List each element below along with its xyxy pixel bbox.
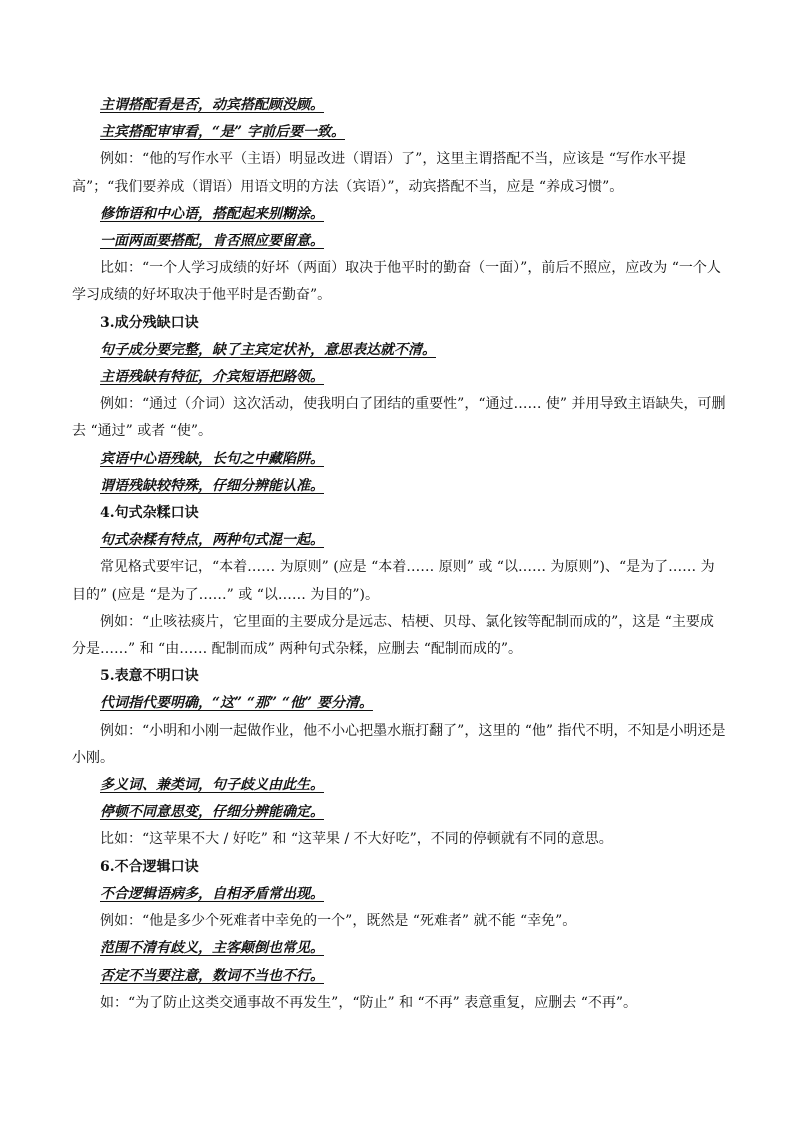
rhyme-rule: 范围不清有歧义，主客颠倒也常见。 xyxy=(100,940,324,957)
rhyme-rule: 主谓搭配看是否，动宾搭配顾没顾。 xyxy=(100,97,324,113)
rhyme-rule: 谓语残缺较特殊，仔细分辨能认准。 xyxy=(100,477,324,494)
example-paragraph: 比如：“一个人学习成绩的好坏（两面）取决于他平时的勤奋（一面）”，前后不照应，应改为 “一个人学习成绩的好坏取决于他平时是否勤奋”。 xyxy=(72,260,721,304)
rhyme-rule: 宾语中心语残缺，长句之中藏陷阱。 xyxy=(100,450,324,467)
document-content xyxy=(72,92,726,1017)
rhyme-rule: 不合逻辑语病多，自相矛盾常出现。 xyxy=(100,885,324,902)
rhyme-rule: 句子成分要完整，缺了主宾定状补，意思表达就不清。 xyxy=(100,341,436,358)
rhyme-rule: 否定不当要注意，数词不当也不行。 xyxy=(100,967,324,984)
example-paragraph: 例如：“止咳祛痰片，它里面的主要成分是远志、桔梗、贝母、氯化铵等配制而成的”，这是 “主要成分是……” 和 “由…… 配制而成” 两种句式杂糅，应删去 “配制而成的”。 xyxy=(72,613,714,658)
rhyme-rule: 代词指代要明确，“这” “那” “他” 要分清。 xyxy=(100,695,373,712)
section-heading: 3.成分残缺口诀 xyxy=(100,314,199,331)
rhyme-rule: 句式杂糅有特点，两种句式混一起。 xyxy=(100,532,324,549)
example-paragraph: 常见格式要牢记，“本着…… 为原则” (应是 “本着…… 原则” 或 “以…… 为原则”)、“是为了…… 为目的” (应是 “是为了……” 或 “以…… 为目的”)。 xyxy=(72,559,715,603)
example-paragraph: 例如：“他的写作水平（主语）明显改进（谓语）了”，这里主谓搭配不当，应该是 “写作水平提高”；“我们要养成（谓语）用语文明的方法（宾语）”，动宾搭配不当，应是 “养成习惯”。 xyxy=(72,151,686,195)
example-paragraph: 例如：“小明和小刚一起做作业，他不小心把墨水瓶打翻了”，这里的 “他” 指代不明，不知是小明还是小刚。 xyxy=(72,722,726,766)
section-heading: 5.表意不明口诀 xyxy=(100,668,199,685)
rhyme-rule: 多义词、兼类词，句子歧义由此生。 xyxy=(100,777,324,794)
rhyme-rule: 主宾搭配审审看，“是” 字前后要一致。 xyxy=(100,124,345,141)
rhyme-rule: 停顿不同意思变，仔细分辨能确定。 xyxy=(100,804,324,821)
rhyme-rule: 修饰语和中心语，搭配起来别糊涂。 xyxy=(100,205,324,222)
example-paragraph: 比如：“这苹果不大 / 好吃” 和 “这苹果 / 不大好吃”，不同的停顿就有不同的意思。 xyxy=(100,831,613,848)
section-heading: 6.不合逻辑口诀 xyxy=(100,858,199,875)
example-paragraph: 如：“为了防止这类交通事故不再发生”，“防止” 和 “不再” 表意重复，应删去 “不再”。 xyxy=(100,994,638,1011)
example-paragraph: 例如：“他是多少个死难者中幸免的一个”，既然是 “死难者” 就不能 “幸免”。 xyxy=(100,913,577,930)
rhyme-rule: 主语残缺有特征，介宾短语把路领。 xyxy=(100,369,324,386)
example-paragraph: 例如：“通过（介词）这次活动，使我明白了团结的重要性”，“通过…… 使” 并用导致主语缺失，可删去 “通过” 或者 “使”。 xyxy=(72,396,726,440)
section-heading: 4.句式杂糅口诀 xyxy=(100,505,199,522)
rhyme-rule: 一面两面要搭配，肯否照应要留意。 xyxy=(100,233,324,250)
